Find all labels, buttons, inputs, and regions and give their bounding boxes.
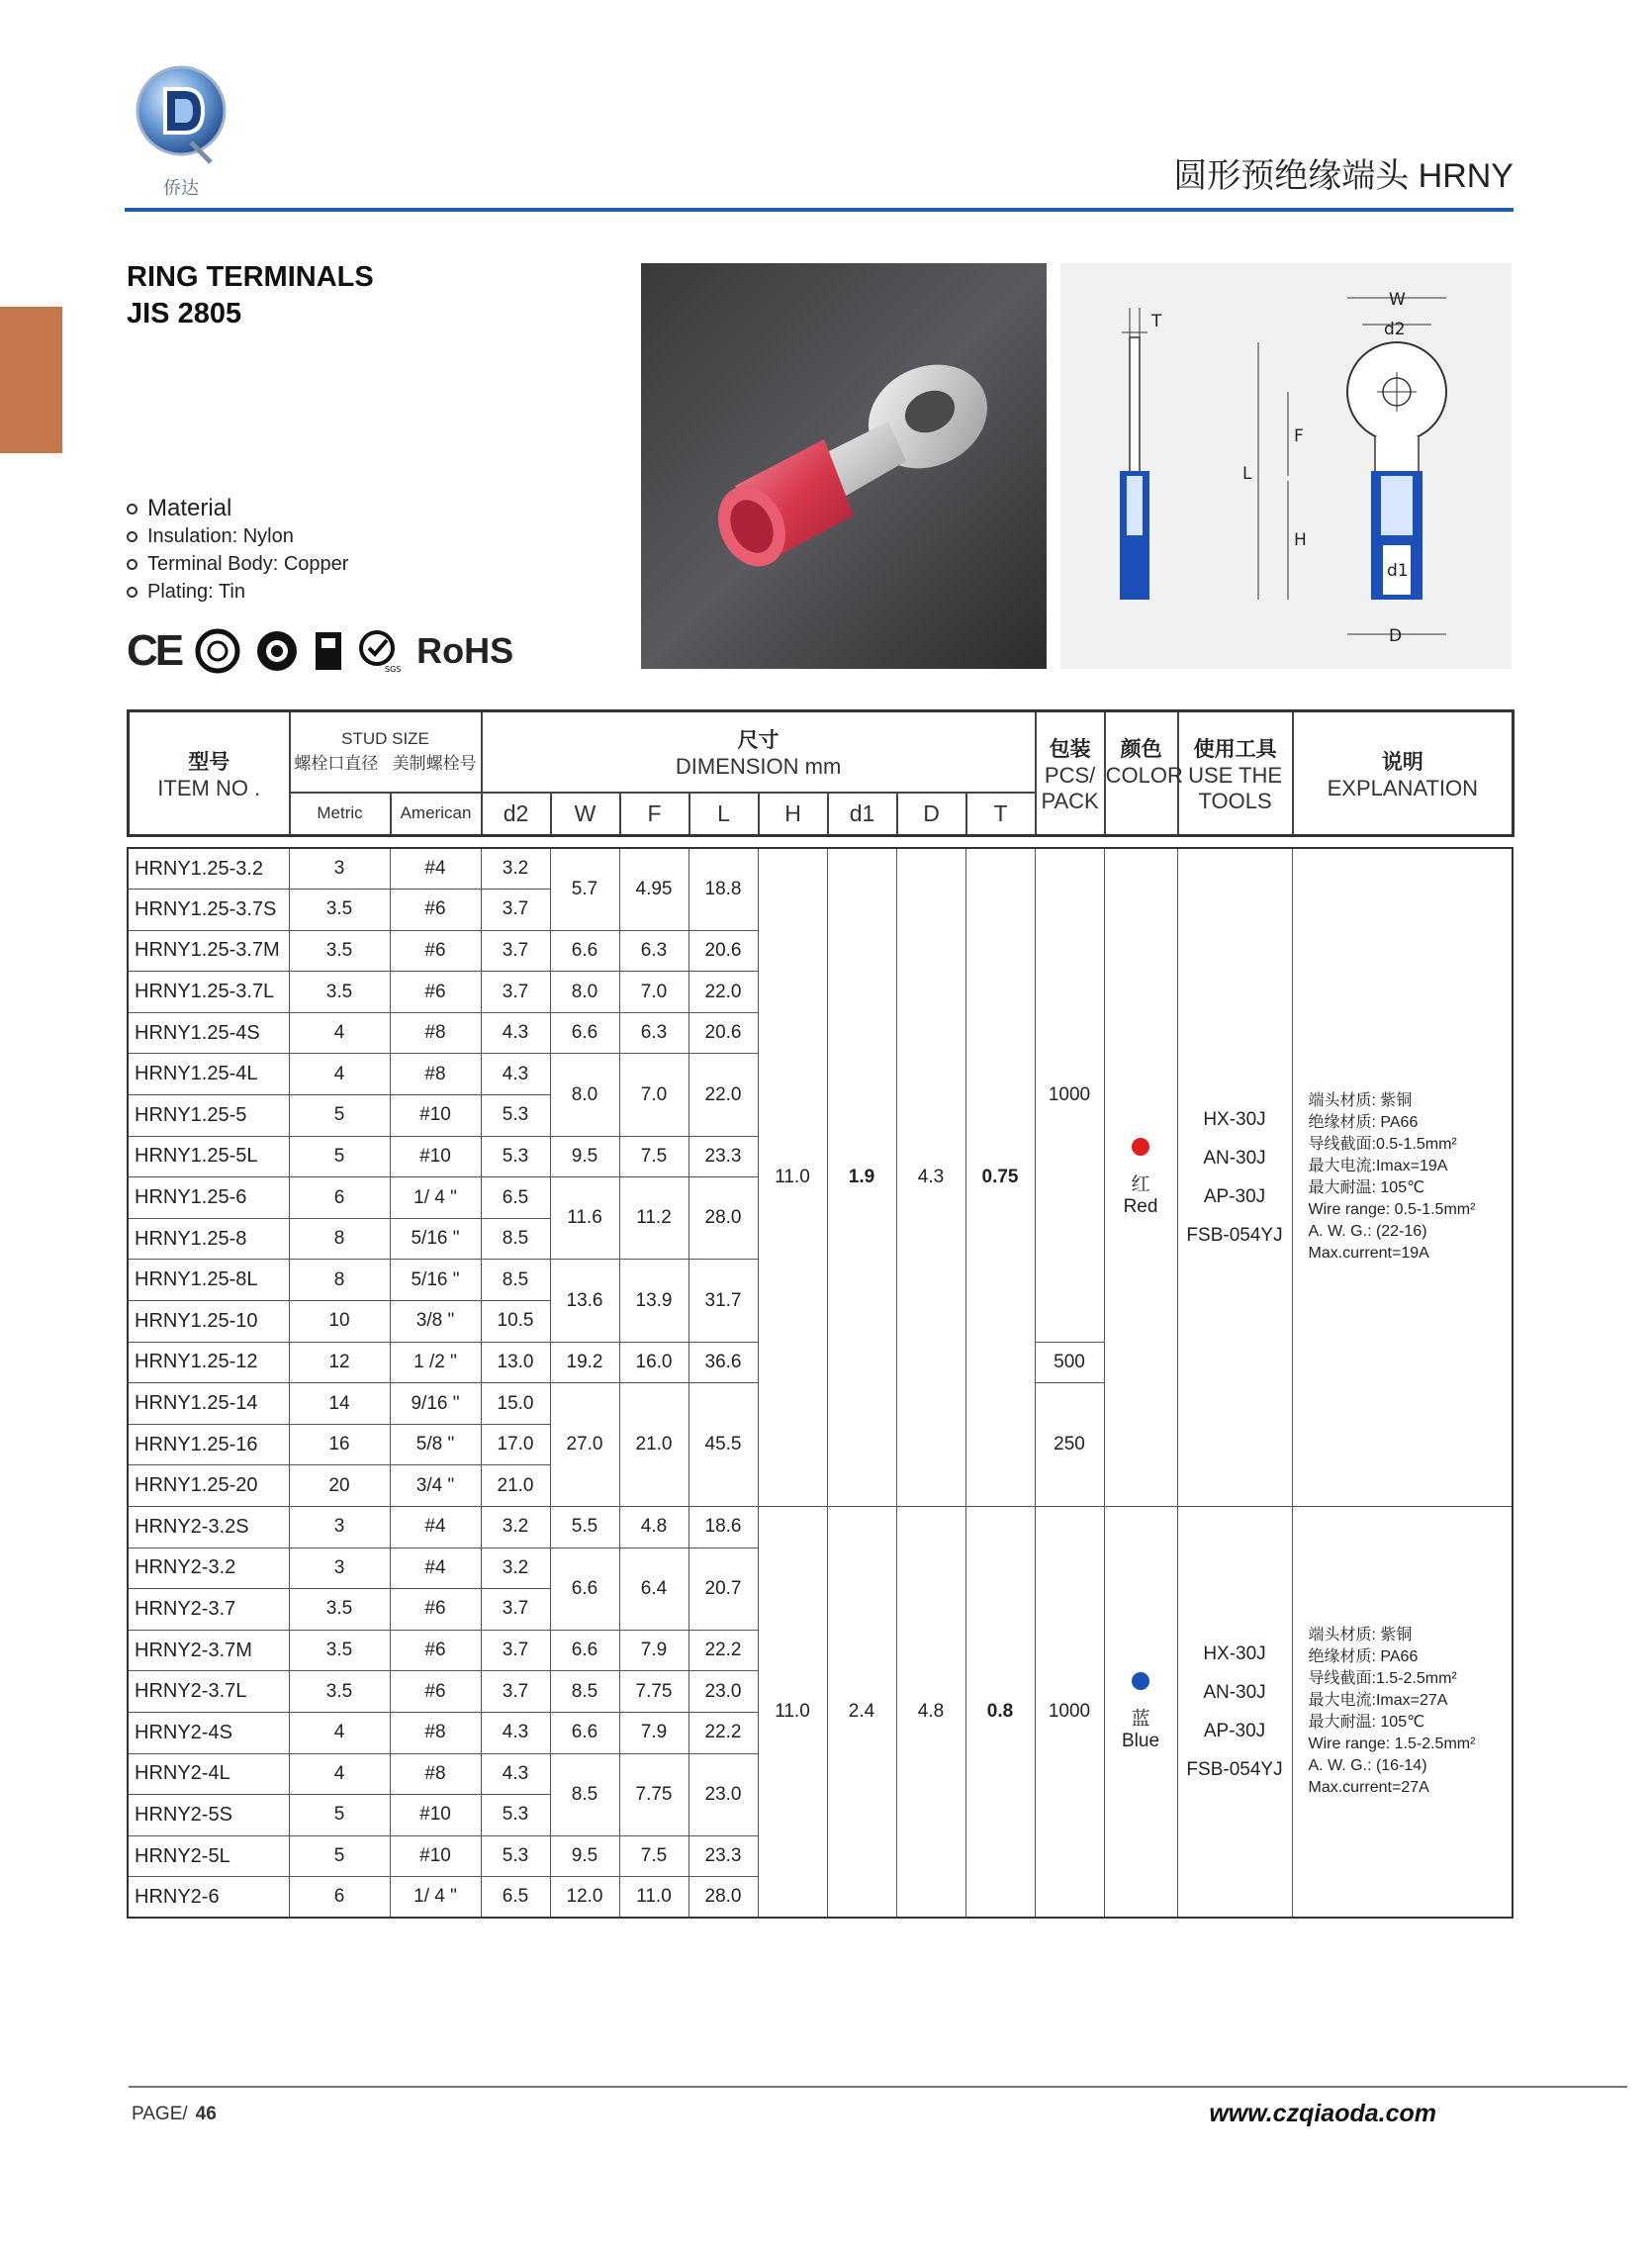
american-size: 5/16 " xyxy=(390,1260,481,1301)
tool-name: AP-30J xyxy=(1203,1721,1266,1742)
bullet-icon xyxy=(127,559,138,570)
d2-value: 8.5 xyxy=(481,1260,550,1301)
explanation-line: Max.current=27A xyxy=(1308,1779,1429,1797)
metric-size: 4 xyxy=(289,1054,390,1095)
explanation-line: Wire range: 1.5-2.5mm² xyxy=(1308,1736,1476,1753)
metric-size: 6 xyxy=(289,1877,390,1919)
col-d: D xyxy=(897,793,966,836)
d2-value: 10.5 xyxy=(481,1301,550,1343)
color-dot-icon xyxy=(1132,1138,1149,1156)
w-value: 11.6 xyxy=(550,1177,619,1260)
l-value: 23.0 xyxy=(688,1671,758,1713)
metric-size: 3 xyxy=(289,1548,390,1589)
d1-value: 2.4 xyxy=(827,1507,896,1919)
l-value: 22.2 xyxy=(688,1630,758,1671)
american-size: 1 /2 " xyxy=(390,1342,481,1383)
l-value: 28.0 xyxy=(688,1177,758,1260)
ce-mark-icon: CE xyxy=(127,626,182,675)
metric-size: 3.5 xyxy=(289,1630,390,1671)
f-value: 7.75 xyxy=(619,1753,688,1835)
tool-name: AP-30J xyxy=(1203,1186,1266,1207)
f-value: 7.0 xyxy=(619,972,688,1013)
col-h: H xyxy=(759,793,828,836)
dimension-diagram xyxy=(1060,263,1512,669)
explanation-line: A. W. G.: (22-16) xyxy=(1308,1223,1427,1240)
metric-size: 3.5 xyxy=(289,930,390,972)
w-value: 6.6 xyxy=(550,1012,619,1054)
f-value: 7.9 xyxy=(619,1630,688,1671)
american-size: #10 xyxy=(390,1095,481,1137)
f-value: 11.2 xyxy=(619,1177,688,1260)
w-value: 6.6 xyxy=(550,1630,619,1671)
material-list xyxy=(127,495,348,606)
l-value: 23.3 xyxy=(688,1136,758,1177)
item-number: HRNY2-3.2 xyxy=(128,1548,289,1589)
item-number: HRNY1.25-16 xyxy=(128,1424,289,1465)
american-size: #6 xyxy=(390,1589,481,1631)
f-value: 13.9 xyxy=(619,1260,688,1342)
explanation-line: 最大电流:Imax=19A xyxy=(1308,1158,1448,1174)
american-size: 3/4 " xyxy=(390,1465,481,1507)
item-number: HRNY1.25-4L xyxy=(128,1054,289,1095)
f-value: 11.0 xyxy=(619,1877,688,1919)
d2-value: 3.7 xyxy=(481,1671,550,1713)
d2-value: 3.7 xyxy=(481,972,550,1013)
website-url: www.czqiaoda.com xyxy=(1209,2100,1436,2127)
metric-size: 8 xyxy=(289,1218,390,1260)
pack-quantity: 500 xyxy=(1035,1342,1104,1383)
american-size: #8 xyxy=(390,1012,481,1054)
metric-size: 12 xyxy=(289,1342,390,1383)
item-number: HRNY1.25-5 xyxy=(128,1095,289,1137)
table-row xyxy=(128,848,1513,890)
tools-cell xyxy=(1177,848,1292,1507)
d2-value: 4.3 xyxy=(481,1054,550,1095)
side-tab-marker xyxy=(0,307,62,453)
svg-text:d1: d1 xyxy=(1387,561,1409,581)
metric-size: 3.5 xyxy=(289,1671,390,1713)
tool-name: FSB-054YJ xyxy=(1186,1225,1283,1246)
explanation-line: 导线截面:1.5-2.5mm² xyxy=(1308,1670,1457,1688)
l-value: 23.3 xyxy=(688,1835,758,1877)
d2-value: 4.3 xyxy=(481,1753,550,1795)
metric-size: 3.5 xyxy=(289,890,390,931)
svg-text:F: F xyxy=(1294,426,1304,446)
d2-value: 13.0 xyxy=(481,1342,550,1383)
d2-value: 3.2 xyxy=(481,1548,550,1589)
col-tools: 使用工具 USE THE TOOLS xyxy=(1178,711,1293,836)
w-value: 19.2 xyxy=(550,1342,619,1383)
d-value: 4.3 xyxy=(896,848,965,1507)
american-size: #4 xyxy=(390,1548,481,1589)
f-value: 4.8 xyxy=(619,1507,688,1548)
h-value: 11.0 xyxy=(758,1507,827,1919)
col-d2: d2 xyxy=(482,793,551,836)
d2-value: 6.5 xyxy=(481,1877,550,1919)
material-title: Material xyxy=(147,495,232,521)
w-value: 9.5 xyxy=(550,1835,619,1877)
metric-size: 5 xyxy=(289,1795,390,1836)
d2-value: 5.3 xyxy=(481,1835,550,1877)
product-name: RING TERMINALS xyxy=(127,261,374,293)
l-value: 28.0 xyxy=(688,1877,758,1919)
metric-size: 3 xyxy=(289,1507,390,1548)
col-color: 颜色 COLOR xyxy=(1105,711,1178,836)
l-value: 45.5 xyxy=(688,1383,758,1507)
explanation-line: 最大耐温: 105℃ xyxy=(1308,1179,1425,1196)
metric-size: 16 xyxy=(289,1424,390,1465)
explanation-line: 绝缘材质: PA66 xyxy=(1308,1648,1419,1666)
col-stud-size: STUD SIZE 螺栓口直径 美制螺栓号 xyxy=(290,711,482,793)
item-number: HRNY1.25-3.7L xyxy=(128,972,289,1013)
item-number: HRNY1.25-3.7S xyxy=(128,890,289,931)
iso-mark-icon xyxy=(314,628,343,674)
d2-value: 21.0 xyxy=(481,1465,550,1507)
d2-value: 3.7 xyxy=(481,1589,550,1631)
col-d1: d1 xyxy=(828,793,897,836)
w-value: 12.0 xyxy=(550,1877,619,1919)
ccc-mark-icon xyxy=(195,628,240,674)
explanation-line: Wire range: 0.5-1.5mm² xyxy=(1308,1201,1476,1218)
american-size: 1/ 4 " xyxy=(390,1877,481,1919)
tool-name: AN-30J xyxy=(1203,1682,1266,1704)
d2-value: 5.3 xyxy=(481,1136,550,1177)
american-size: #6 xyxy=(390,972,481,1013)
l-value: 20.7 xyxy=(688,1548,758,1630)
pack-quantity: 1000 xyxy=(1035,848,1104,1342)
tools-cell xyxy=(1177,1507,1292,1919)
d2-value: 4.3 xyxy=(481,1712,550,1753)
col-american: American xyxy=(391,793,482,836)
american-size: #6 xyxy=(390,890,481,931)
rohs-mark: RoHS xyxy=(416,630,514,671)
american-size: 3/8 " xyxy=(390,1301,481,1343)
item-number: HRNY2-3.7 xyxy=(128,1589,289,1631)
svg-text:侨达: 侨达 xyxy=(163,178,199,199)
l-value: 22.0 xyxy=(688,1054,758,1136)
sgs-mark-icon xyxy=(357,628,403,674)
item-number: HRNY1.25-3.2 xyxy=(128,848,289,890)
svg-text:H: H xyxy=(1294,530,1307,550)
f-value: 7.5 xyxy=(619,1835,688,1877)
quality-mark-icon xyxy=(254,628,300,674)
col-f: F xyxy=(620,793,689,836)
f-value: 7.9 xyxy=(619,1712,688,1753)
d2-value: 3.7 xyxy=(481,890,550,931)
metric-size: 5 xyxy=(289,1835,390,1877)
american-size: #8 xyxy=(390,1054,481,1095)
d2-value: 4.3 xyxy=(481,1012,550,1054)
l-value: 36.6 xyxy=(688,1342,758,1383)
h-value: 11.0 xyxy=(758,848,827,1507)
american-size: #6 xyxy=(390,1630,481,1671)
item-number: HRNY2-3.7M xyxy=(128,1630,289,1671)
l-value: 20.6 xyxy=(688,1012,758,1054)
color-name-cn: 红 xyxy=(1131,1173,1150,1195)
pack-quantity: 250 xyxy=(1035,1383,1104,1507)
spec-table-body xyxy=(127,847,1514,1919)
metric-size: 20 xyxy=(289,1465,390,1507)
f-value: 6.3 xyxy=(619,1012,688,1054)
american-size: #6 xyxy=(390,1671,481,1713)
l-value: 18.8 xyxy=(688,848,758,930)
w-value: 6.6 xyxy=(550,1548,619,1630)
color-cell xyxy=(1104,848,1177,1507)
american-size: #8 xyxy=(390,1712,481,1753)
item-number: HRNY1.25-8L xyxy=(128,1260,289,1301)
item-number: HRNY1.25-14 xyxy=(128,1383,289,1425)
svg-text:L: L xyxy=(1242,464,1252,484)
col-dimension: 尺寸 DIMENSION mm xyxy=(482,711,1036,793)
table-row xyxy=(128,1507,1513,1548)
color-name-cn: 蓝 xyxy=(1131,1708,1150,1730)
d2-value: 17.0 xyxy=(481,1424,550,1465)
svg-text:D: D xyxy=(1389,626,1403,646)
item-number: HRNY2-3.2S xyxy=(128,1507,289,1548)
item-number: HRNY1.25-6 xyxy=(128,1177,289,1219)
color-name-en: Blue xyxy=(1121,1730,1160,1751)
l-value: 22.2 xyxy=(688,1712,758,1753)
metric-size: 5 xyxy=(289,1095,390,1137)
item-number: HRNY2-5L xyxy=(128,1835,289,1877)
l-value: 23.0 xyxy=(688,1753,758,1835)
american-size: 1/ 4 " xyxy=(390,1177,481,1219)
col-metric: Metric xyxy=(290,793,391,836)
header-divider xyxy=(125,208,1514,212)
explanation-line: 最大耐温: 105℃ xyxy=(1308,1714,1425,1732)
metric-size: 3.5 xyxy=(289,1589,390,1631)
f-value: 16.0 xyxy=(619,1342,688,1383)
color-cell xyxy=(1104,1507,1177,1919)
american-size: #10 xyxy=(390,1795,481,1836)
explanation-line: A. W. G.: (16-14) xyxy=(1308,1757,1427,1775)
col-l: L xyxy=(689,793,759,836)
product-heading xyxy=(127,259,374,332)
f-value: 6.3 xyxy=(619,930,688,972)
col-item: 型号 ITEM NO . xyxy=(129,711,290,836)
pack-quantity: 1000 xyxy=(1035,1507,1104,1919)
american-size: #4 xyxy=(390,1507,481,1548)
material-title-row xyxy=(127,495,348,522)
item-number: HRNY1.25-12 xyxy=(128,1342,289,1383)
l-value: 31.7 xyxy=(688,1260,758,1342)
metric-size: 3.5 xyxy=(289,972,390,1013)
metric-size: 8 xyxy=(289,1260,390,1301)
item-number: HRNY2-4S xyxy=(128,1712,289,1753)
tool-name: HX-30J xyxy=(1203,1643,1266,1665)
american-size: 5/16 " xyxy=(390,1218,481,1260)
w-value: 8.5 xyxy=(550,1753,619,1835)
l-value: 22.0 xyxy=(688,972,758,1013)
explanation-cell xyxy=(1292,1507,1513,1919)
metric-size: 4 xyxy=(289,1712,390,1753)
svg-text:SGS: SGS xyxy=(385,665,402,674)
explanation-line: 绝缘材质: PA66 xyxy=(1308,1114,1419,1131)
product-photo xyxy=(641,263,1047,669)
t-value: 0.75 xyxy=(965,848,1035,1507)
color-dot-icon xyxy=(1132,1672,1149,1690)
material-item: Terminal Body: Copper xyxy=(127,550,348,578)
page-number: PAGE/ 46 xyxy=(132,2104,217,2124)
svg-text:W: W xyxy=(1389,290,1406,310)
w-value: 5.5 xyxy=(550,1507,619,1548)
w-value: 6.6 xyxy=(550,1712,619,1753)
american-size: #10 xyxy=(390,1136,481,1177)
d2-value: 3.7 xyxy=(481,1630,550,1671)
item-number: HRNY1.25-10 xyxy=(128,1301,289,1343)
color-name-en: Red xyxy=(1123,1195,1158,1217)
american-size: #8 xyxy=(390,1753,481,1795)
explanation-line: 端头材质: 紫铜 xyxy=(1308,1092,1413,1109)
material-item: Insulation: Nylon xyxy=(127,522,348,550)
page-title: 圆形预绝缘端头 HRNY xyxy=(1173,157,1514,195)
w-value: 8.5 xyxy=(550,1671,619,1713)
item-number: HRNY1.25-5L xyxy=(128,1136,289,1177)
d2-value: 5.3 xyxy=(481,1095,550,1137)
d2-value: 8.5 xyxy=(481,1218,550,1260)
american-size: #6 xyxy=(390,930,481,972)
f-value: 7.75 xyxy=(619,1671,688,1713)
l-value: 20.6 xyxy=(688,930,758,972)
t-value: 0.8 xyxy=(965,1507,1035,1919)
svg-text:T: T xyxy=(1151,312,1162,331)
f-value: 4.95 xyxy=(619,848,688,930)
american-size: 5/8 " xyxy=(390,1424,481,1465)
item-number: HRNY1.25-4S xyxy=(128,1012,289,1054)
metric-size: 6 xyxy=(289,1177,390,1219)
item-number: HRNY2-5S xyxy=(128,1795,289,1836)
l-value: 18.6 xyxy=(688,1507,758,1548)
d2-value: 3.7 xyxy=(481,930,550,972)
w-value: 9.5 xyxy=(550,1136,619,1177)
bullet-icon xyxy=(127,587,138,598)
f-value: 21.0 xyxy=(619,1383,688,1507)
col-w: W xyxy=(551,793,620,836)
w-value: 13.6 xyxy=(550,1260,619,1342)
certification-marks xyxy=(127,623,513,679)
d2-value: 3.2 xyxy=(481,1507,550,1548)
metric-size: 10 xyxy=(289,1301,390,1343)
w-value: 5.7 xyxy=(550,848,619,930)
explanation-line: 端头材质: 紫铜 xyxy=(1308,1627,1413,1644)
tool-name: HX-30J xyxy=(1203,1109,1266,1130)
spec-table-header xyxy=(127,709,1514,837)
col-t: T xyxy=(966,793,1036,836)
bullet-icon xyxy=(127,531,138,542)
f-value: 7.0 xyxy=(619,1054,688,1136)
bullet-icon xyxy=(127,504,138,515)
item-number: HRNY2-6 xyxy=(128,1877,289,1919)
d-value: 4.8 xyxy=(896,1507,965,1919)
f-value: 6.4 xyxy=(619,1548,688,1630)
product-standard: JIS 2805 xyxy=(127,298,242,329)
d1-value: 1.9 xyxy=(827,848,896,1507)
d2-value: 5.3 xyxy=(481,1795,550,1836)
d2-value: 15.0 xyxy=(481,1383,550,1425)
metric-size: 3 xyxy=(289,848,390,890)
item-number: HRNY2-3.7L xyxy=(128,1671,289,1713)
col-pack: 包装 PCS/ PACK xyxy=(1036,711,1105,836)
explanation-cell xyxy=(1292,848,1513,1507)
item-number: HRNY2-4L xyxy=(128,1753,289,1795)
d2-value: 6.5 xyxy=(481,1177,550,1219)
tool-name: FSB-054YJ xyxy=(1186,1759,1283,1781)
explanation-line: 导线截面:0.5-1.5mm² xyxy=(1308,1136,1457,1153)
footer-divider xyxy=(129,2086,1627,2088)
material-item: Plating: Tin xyxy=(127,578,348,606)
svg-text:d2: d2 xyxy=(1384,320,1406,339)
w-value: 8.0 xyxy=(550,972,619,1013)
col-explanation: 说明 EXPLANATION xyxy=(1293,711,1514,836)
d2-value: 3.2 xyxy=(481,848,550,890)
american-size: #10 xyxy=(390,1835,481,1877)
item-number: HRNY1.25-3.7M xyxy=(128,930,289,972)
metric-size: 5 xyxy=(289,1136,390,1177)
f-value: 7.5 xyxy=(619,1136,688,1177)
w-value: 27.0 xyxy=(550,1383,619,1507)
explanation-line: Max.current=19A xyxy=(1308,1245,1429,1262)
american-size: 9/16 " xyxy=(390,1383,481,1425)
item-number: HRNY1.25-20 xyxy=(128,1465,289,1507)
w-value: 8.0 xyxy=(550,1054,619,1136)
w-value: 6.6 xyxy=(550,930,619,972)
metric-size: 4 xyxy=(289,1012,390,1054)
item-number: HRNY1.25-8 xyxy=(128,1218,289,1260)
tool-name: AN-30J xyxy=(1203,1148,1266,1169)
metric-size: 14 xyxy=(289,1383,390,1425)
metric-size: 4 xyxy=(289,1753,390,1795)
explanation-line: 最大电流:Imax=27A xyxy=(1308,1692,1448,1710)
american-size: #4 xyxy=(390,848,481,890)
company-logo xyxy=(132,63,230,202)
